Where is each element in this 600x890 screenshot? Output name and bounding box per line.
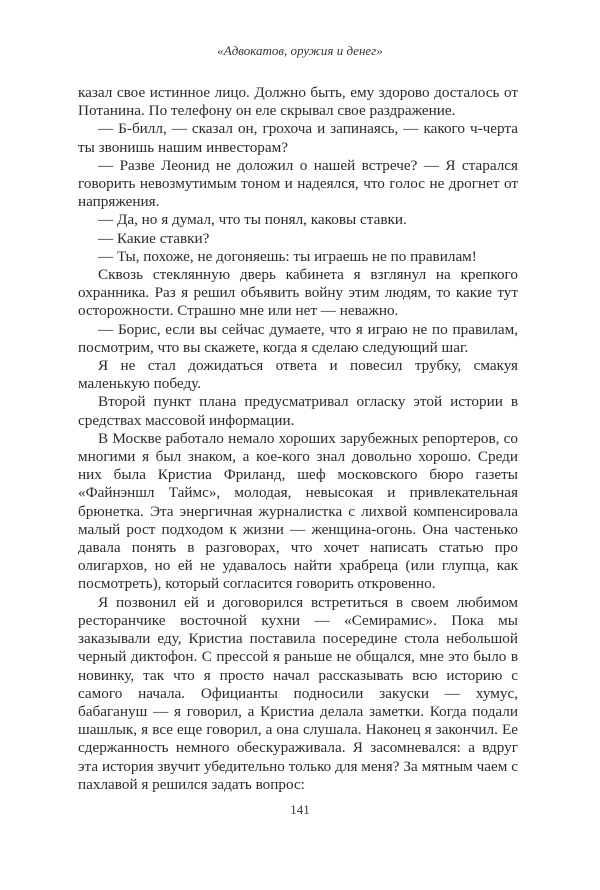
paragraph: Я не стал дожидаться ответа и повесил трубку, смакуя маленькую победу. <box>78 357 518 393</box>
paragraph: казал свое истинное лицо. Должно быть, ему здорово досталось от Потанина. По телефону он еле скрывал свое раздражение. <box>78 84 518 120</box>
page-number: 141 <box>290 802 310 817</box>
running-head: «Адвокатов, оружия и денег» <box>217 43 383 58</box>
paragraph: Второй пункт плана предусматривал огласку этой истории в средствах массовой информации. <box>78 393 518 429</box>
paragraph: Сквозь стеклянную дверь кабинета я взглянул на крепкого охранника. Раз я решил объявить войну этим людям, то какие тут осторожности. Страшно мне или нет — неважно. <box>78 266 518 320</box>
paragraph: — Да, но я думал, что ты понял, каковы ставки. <box>98 211 407 229</box>
paragraph: — Ты, похоже, не догоняешь: ты играешь не по правилам! <box>98 247 477 265</box>
paragraph: — Разве Леонид не доложил о нашей встрече? — Я старался говорить невозмутимым тоном и надеялся, что голос не дрогнет от напряжения. <box>78 156 518 211</box>
paragraph: — Какие ставки? <box>98 229 210 247</box>
body-text <box>78 84 518 794</box>
paragraph: — Б-билл, — сказал он, грохоча и запинаясь, — какого ч-черта ты звонишь нашим инвесторам? <box>78 120 518 156</box>
paragraph: Я позвонил ей и договорился встретиться в своем любимом ресторанчике восточной кухни — «Семирамис». Пока мы заказывали еду, Кристиа поставила посередине стола небольшой черный диктофон. С прессой я раньше не общался, мне это было в новинку, так что я просто начал рассказывать всю историю с самого начала. Официанты подносили закуски — хумус, бабагануш — я говорил, а Кристиа делала заметки. Когда подали шашлык, я все еще говорил, а она слушала. Наконец я закончил. Ее сдержанность немного обескураживала. Я засомневался: а вдруг эта история звучит убедительно только для меня? За мятным чаем с пахлавой я решился задать вопрос: <box>78 593 518 793</box>
paragraph: — Борис, если вы сейчас думаете, что я играю не по правилам, посмотрим, что вы скажете, когда я сделаю следующий шаг. <box>78 320 518 356</box>
paragraph: В Москве работало немало хороших зарубежных репортеров, со многими я был знаком, а кое-кого знал довольно хорошо. Среди них была Кристиа Фриланд, шеф московского бюро газеты «Файнэншл Таймс», молодая, невысокая и привлекательная брюнетка. Эта энергичная журналистка с лихвой компенсировала малый рост подходом к жизни — женщина-огонь. Она частенько давала понять в разговорах, что хочет написать статью про олигархов, но ей не удавалось найти храбреца (или глупца, как посмотреть), который согласится говорить откровенно. <box>78 429 518 593</box>
